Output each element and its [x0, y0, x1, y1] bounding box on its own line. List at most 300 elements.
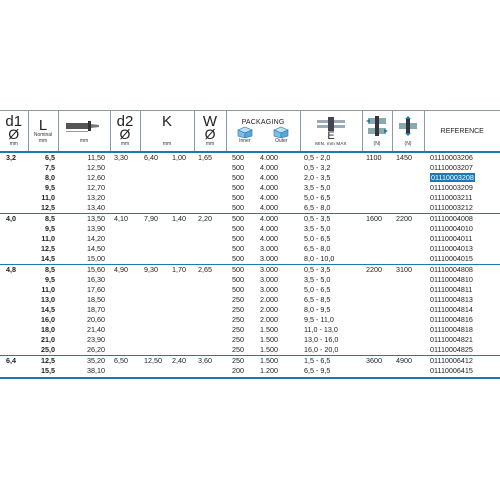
W-cell: [194, 305, 226, 315]
table-row: [0, 305, 500, 315]
d1-cell: 4,8: [0, 265, 28, 276]
K-unit: mm: [162, 141, 172, 147]
tensile-cell: 2200: [392, 214, 424, 225]
packaging-outer-label: Outer: [275, 137, 288, 144]
grip-range-cell: 0,5 - 3,5: [300, 265, 362, 276]
col-shear-header: [362, 111, 392, 153]
tensile-cell: 1450: [396, 153, 413, 162]
reference-cell: 01110004010: [430, 224, 473, 233]
grip-range-cell: 1,5 - 6,5: [300, 356, 362, 367]
grip-range-cell: 6,5 - 8,0: [304, 203, 331, 212]
nominal-length-cell: 9,5: [45, 224, 55, 233]
grip-range-cell: 6,5 - 9,5: [304, 366, 331, 375]
col-reference-header: [424, 111, 500, 153]
head-diameter-cell: 9,30: [140, 265, 168, 276]
shear-cell: [362, 275, 392, 285]
tensile-cell: [392, 173, 424, 183]
W-cell: [194, 295, 226, 305]
d1-cell: [0, 254, 28, 265]
packaging-outer-cell: 4.000: [260, 203, 279, 212]
K-cell: 2,40: [168, 356, 194, 367]
d2-cell: [110, 234, 140, 244]
head-diameter-cell: [140, 295, 168, 305]
head-diameter-cell: [140, 305, 168, 315]
d2-cell: [110, 183, 140, 193]
packaging-outer-cell: 4.000: [260, 153, 279, 162]
W-cell: [194, 203, 226, 214]
packaging-outer-cell: 2.000: [260, 295, 279, 304]
rivet-length-cell: 11,50: [87, 153, 105, 162]
table-row: [0, 224, 500, 234]
head-diameter-cell: [140, 325, 168, 335]
K-cell: [168, 173, 194, 183]
head-diameter-cell: [140, 203, 168, 214]
grip-range-cell: 8,0 - 10,0: [304, 254, 335, 263]
grip-range-cell: 0,5 - 3,5: [300, 214, 362, 225]
packaging-outer-cell: 3.000: [260, 275, 279, 284]
col-L-header: [28, 111, 58, 153]
rivet-length-cell: 20,60: [87, 315, 105, 324]
packaging-inner-cell: 500: [226, 214, 256, 225]
E-minmax-label: MIN. mm MAX: [315, 140, 347, 146]
d2-cell: 6,50: [110, 356, 140, 367]
packaging-inner-cell: 250: [232, 325, 245, 334]
shear-cell: 3600: [362, 356, 392, 367]
d1-cell: 4,0: [0, 214, 28, 225]
reference-cell: 01110004810: [430, 275, 473, 284]
d1-cell: [0, 244, 28, 254]
rivet-length-cell: 17,60: [87, 285, 105, 294]
L-unit: mm: [38, 137, 48, 144]
shear-unit: (N): [373, 140, 381, 147]
d2-cell: [110, 315, 140, 325]
d1-cell: 6,4: [0, 356, 28, 367]
table-row: [0, 234, 500, 244]
d1-cell: [0, 345, 28, 356]
shear-cell: [362, 295, 392, 305]
d2-cell: [110, 275, 140, 285]
K-cell: [168, 345, 194, 356]
reference-label: REFERENCE: [440, 127, 484, 135]
col-tensile-header: [392, 111, 424, 153]
d1-cell: [0, 315, 28, 325]
d2-cell: [110, 244, 140, 254]
grip-range-cell: 8,0 - 9,5: [304, 305, 331, 314]
grip-range-cell: 5,0 - 6,5: [304, 234, 331, 243]
tensile-cell: [392, 325, 424, 335]
K-cell: [168, 203, 194, 214]
head-diameter-cell: [140, 366, 168, 376]
rivet-length-cell: 18,50: [87, 295, 105, 304]
K-cell: [168, 275, 194, 285]
packaging-inner-cell: 500: [232, 285, 245, 294]
table-row: [0, 254, 500, 265]
packaging-outer-cell: 2.000: [260, 315, 279, 324]
table-row: [0, 152, 500, 163]
packaging-inner-cell: 200: [232, 366, 245, 375]
d1-cell: [0, 224, 28, 234]
W-cell: [194, 244, 226, 254]
W-cell: [194, 335, 226, 345]
shear-cell: [362, 173, 392, 183]
reference-cell: 01110003207: [430, 163, 473, 172]
head-diameter-cell: [140, 183, 168, 193]
table-row: [0, 345, 500, 356]
packaging-inner-cell: 500: [232, 224, 245, 233]
rivet-length-cell: 26,20: [87, 345, 105, 354]
head-diameter-cell: [140, 224, 168, 234]
packaging-outer-cell: 3.000: [256, 265, 300, 276]
reference-cell: 01110004015: [430, 254, 473, 263]
W-unit: mm: [205, 141, 215, 147]
tensile-force-icon: [397, 116, 419, 136]
rivet-spec-table: [0, 110, 500, 376]
rivet-length-cell: 13,50: [58, 214, 110, 225]
reference-cell: 01110004816: [430, 315, 473, 324]
d2-cell: [110, 173, 140, 183]
d1-cell: [0, 173, 28, 183]
shear-cell: [362, 244, 392, 254]
nominal-length-cell: 21,0: [41, 335, 55, 344]
tensile-cell: [392, 193, 424, 203]
table-row: [0, 183, 500, 193]
W-cell: [194, 193, 226, 203]
K-cell: [168, 285, 194, 295]
rivet-length-cell: 14,20: [87, 234, 105, 243]
nominal-length-cell: 15,5: [41, 366, 55, 375]
packaging-title: PACKAGING: [241, 118, 285, 126]
table-row: [0, 163, 500, 173]
col-d1-header: [0, 111, 28, 153]
shear-cell: [362, 285, 392, 295]
packaging-outer-cell: 1.500: [256, 356, 300, 367]
tensile-cell: [392, 345, 424, 356]
head-diameter-cell: [140, 315, 168, 325]
reference-cell: 01110003211: [430, 193, 473, 202]
packaging-inner-cell: 500: [232, 183, 245, 192]
packaging-outer-cell: 4.000: [260, 163, 279, 172]
L-nominal-label: Nominal: [33, 131, 53, 138]
K-cell: [168, 254, 194, 265]
tensile-cell: [392, 234, 424, 244]
tensile-cell: [392, 244, 424, 254]
diameter-symbol: Ø: [8, 126, 20, 142]
tensile-cell: [392, 285, 424, 295]
rivet-icon: [64, 119, 104, 133]
head-diameter-cell: [140, 244, 168, 254]
reference-cell: 01110003209: [430, 183, 473, 192]
d2-cell: 4,10: [110, 214, 140, 225]
head-diameter-cell: 6,40: [144, 153, 158, 162]
table-row: [0, 244, 500, 254]
diameter-symbol: Ø: [204, 126, 216, 142]
shear-cell: 1100: [366, 153, 382, 162]
head-diameter-cell: 7,90: [140, 214, 168, 225]
shear-cell: [362, 305, 392, 315]
W-cell: [194, 173, 226, 183]
nominal-length-cell: 9,5: [45, 275, 55, 284]
packaging-inner-label: Inner: [239, 137, 251, 144]
W-cell: [194, 234, 226, 244]
rivet-length-cell: 23,90: [87, 335, 105, 344]
grip-range-cell: 2,0 - 3,5: [304, 173, 331, 182]
packaging-inner-cell: 500: [232, 244, 245, 253]
shear-cell: [362, 254, 392, 265]
rivet-length-cell: 12,50: [87, 163, 105, 172]
packaging-outer-cell: 4.000: [256, 214, 300, 225]
packaging-outer-cell: 3.000: [260, 254, 279, 263]
grip-range-cell: 0,5 - 3,2: [304, 163, 331, 172]
tensile-cell: [392, 224, 424, 234]
d2-cell: [110, 163, 140, 173]
grip-range-cell: 3,5 - 5,0: [304, 183, 331, 192]
nominal-length-cell: 11,0: [41, 285, 55, 294]
K-cell: 1,40: [168, 214, 194, 225]
head-diameter-cell: [140, 254, 168, 265]
nominal-length-cell: 14,5: [41, 254, 55, 263]
nominal-length-cell: 8,5: [28, 265, 58, 276]
nominal-length-cell: 9,5: [45, 183, 55, 192]
d2-cell: [110, 335, 140, 345]
packaging-inner-cell: 500: [232, 173, 245, 182]
shear-cell: [362, 183, 392, 193]
rivet-length-cell: 21,40: [87, 325, 105, 334]
rivet-length-cell: 12,60: [87, 173, 105, 182]
reference-cell: 01110003206: [430, 153, 473, 162]
rivet-length-cell: 16,30: [87, 275, 105, 284]
tensile-cell: [392, 183, 424, 193]
nominal-length-cell: 12,5: [28, 356, 58, 367]
K-symbol: K: [162, 113, 173, 130]
packaging-outer-cell: 1.200: [260, 366, 279, 375]
K-cell: [168, 224, 194, 234]
table-header-row: [0, 111, 500, 153]
W-cell: [194, 366, 226, 376]
shear-cell: [362, 315, 392, 325]
head-diameter-cell: [140, 345, 168, 356]
shear-cell: [362, 163, 392, 173]
K-cell: [168, 183, 194, 193]
d1-cell: [0, 275, 28, 285]
packaging-inner-cell: 500: [232, 275, 245, 284]
packaging-outer-cell: 3.000: [260, 285, 279, 294]
tensile-cell: 4900: [392, 356, 424, 367]
rivet-length-cell: 38,10: [87, 366, 105, 375]
packaging-inner-cell: 500: [232, 254, 245, 263]
table-row: [0, 356, 500, 367]
d2-cell: [110, 325, 140, 335]
shear-cell: 1600: [362, 214, 392, 225]
reference-cell: 01110004008: [424, 214, 500, 225]
grip-range-cell: 3,5 - 5,0: [304, 275, 331, 284]
grip-range-cell: 16,0 - 20,0: [304, 345, 339, 354]
W-cell: 3,60: [194, 356, 226, 367]
grip-range-cell: 5,0 - 6,5: [304, 285, 331, 294]
K-cell: [168, 193, 194, 203]
inner-box-icon: [236, 126, 254, 138]
head-diameter-cell: [140, 335, 168, 345]
d1-unit: mm: [9, 141, 18, 147]
packaging-outer-cell: 3.000: [260, 244, 279, 253]
packaging-outer-cell: 4.000: [260, 183, 279, 192]
shear-cell: [362, 193, 392, 203]
W-cell: [194, 275, 226, 285]
nominal-length-cell: 8,0: [45, 173, 55, 182]
d1-symbol: d1: [5, 113, 23, 130]
packaging-outer-cell: 4.000: [260, 224, 279, 233]
W-cell: [194, 345, 226, 356]
d2-cell: 3,30: [114, 153, 128, 162]
packaging-inner-cell: 250: [232, 315, 245, 324]
table-row: [0, 214, 500, 225]
d1-cell: [0, 203, 28, 214]
reference-cell: 01110006415: [430, 366, 473, 375]
rivet-length-cell: 15,00: [87, 254, 105, 263]
W-cell: [194, 325, 226, 335]
tensile-cell: [392, 295, 424, 305]
reference-cell: 01110006412: [424, 356, 500, 367]
d2-cell: [110, 254, 140, 265]
grip-range-cell: 11,0 - 13,0: [304, 325, 338, 334]
d2-cell: [110, 203, 140, 214]
tensile-cell: 3100: [392, 265, 424, 276]
grip-range-cell: 5,0 - 6,5: [304, 193, 331, 202]
head-diameter-cell: [140, 285, 168, 295]
packaging-inner-cell: 500: [232, 234, 245, 243]
grip-range-cell: 6,5 - 8,0: [304, 244, 331, 253]
nominal-length-cell: 12,5: [41, 203, 55, 212]
grip-range-cell: 3,5 - 5,0: [304, 224, 331, 233]
nominal-length-cell: 12,5: [41, 244, 55, 253]
K-cell: 1,70: [168, 265, 194, 276]
K-cell: [168, 366, 194, 376]
W-cell: 2,65: [194, 265, 226, 276]
reference-cell: 01110004813: [430, 295, 473, 304]
table-body: [0, 152, 500, 376]
shear-cell: [362, 203, 392, 214]
d2-cell: [110, 295, 140, 305]
rivet-length-cell: 13,90: [87, 224, 105, 233]
W-cell: [194, 224, 226, 234]
shear-cell: [362, 224, 392, 234]
nominal-length-cell: 11,0: [41, 193, 55, 202]
head-diameter-cell: [140, 275, 168, 285]
d2-cell: [110, 224, 140, 234]
packaging-inner-cell: 250: [232, 345, 245, 354]
reference-cell: 01110004011: [430, 234, 473, 243]
head-diameter-cell: [140, 193, 168, 203]
W-cell: 2,20: [194, 214, 226, 225]
packaging-inner-cell: 500: [232, 153, 245, 162]
packaging-outer-cell: 1.500: [260, 325, 279, 334]
reference-cell: 01110004808: [424, 265, 500, 276]
d1-cell: [0, 295, 28, 305]
packaging-inner-cell: 250: [232, 305, 245, 314]
table-row: [0, 285, 500, 295]
col-rivet-length-header: [58, 111, 110, 153]
reference-cell: 01110004814: [430, 305, 473, 314]
rivet-length-cell: 35,20: [58, 356, 110, 367]
reference-cell: 01110004821: [430, 335, 473, 344]
d2-unit: mm: [120, 141, 130, 147]
d1-cell: [0, 335, 28, 345]
col-E-header: [300, 111, 362, 153]
nominal-length-cell: 6,5: [45, 153, 55, 162]
K-cell: [168, 244, 194, 254]
d1-cell: [0, 325, 28, 335]
d1-cell: [0, 366, 28, 376]
nominal-length-cell: 14,5: [41, 305, 55, 314]
d2-cell: [110, 285, 140, 295]
packaging-outer-cell: 4.000: [260, 173, 279, 182]
K-cell: 1,00: [172, 153, 186, 162]
nominal-length-cell: 16,0: [41, 315, 55, 324]
head-diameter-cell: [140, 163, 168, 173]
nominal-length-cell: 13,0: [41, 295, 55, 304]
table-row: [0, 265, 500, 276]
grip-range-cell: 6,5 - 8,5: [304, 295, 331, 304]
outer-box-icon: [272, 126, 290, 138]
rivet-length-cell: 18,70: [87, 305, 105, 314]
rivet-length-cell: 13,20: [87, 193, 105, 202]
d2-symbol: d2: [116, 113, 134, 130]
d1-cell: 3,2: [6, 153, 16, 162]
grip-range-cell: 0,5 - 2,0: [304, 153, 331, 162]
d1-cell: [0, 183, 28, 193]
reference-cell: 01110004013: [430, 244, 473, 253]
nominal-length-cell: 25,0: [41, 345, 55, 354]
shear-force-icon: [366, 116, 388, 136]
nominal-length-cell: 18,0: [41, 325, 55, 334]
shear-cell: [362, 325, 392, 335]
W-cell: [194, 315, 226, 325]
tensile-cell: [392, 203, 424, 214]
col-d2-header: [110, 111, 140, 153]
d2-cell: [110, 305, 140, 315]
shear-cell: [362, 345, 392, 356]
shear-cell: [362, 335, 392, 345]
E-symbol: E: [327, 129, 335, 142]
table-row: [0, 315, 500, 325]
grip-range-icon: [311, 117, 351, 131]
col-W-header: [194, 111, 226, 153]
d1-cell: [0, 285, 28, 295]
reference-cell: 01110004811: [430, 285, 473, 294]
reference-cell: 01110004818: [430, 325, 473, 334]
tensile-unit: (N): [404, 140, 412, 147]
rivet-length-cell: 15,60: [58, 265, 110, 276]
table-row: [0, 325, 500, 335]
packaging-inner-cell: 250: [232, 295, 245, 304]
tensile-cell: [392, 254, 424, 265]
packaging-outer-cell: 1.500: [260, 345, 279, 354]
rivet-length-cell: 12,70: [87, 183, 105, 192]
W-cell: [194, 285, 226, 295]
table-row: [0, 193, 500, 203]
head-diameter-cell: [140, 234, 168, 244]
K-cell: [168, 335, 194, 345]
d2-cell: [110, 345, 140, 356]
table-row: [0, 203, 500, 214]
d1-cell: [0, 234, 28, 244]
grip-range-cell: 13,0 - 16,0: [304, 335, 339, 344]
W-symbol: W: [202, 113, 218, 130]
diameter-symbol: Ø: [119, 126, 131, 142]
packaging-outer-cell: 4.000: [260, 193, 279, 202]
packaging-inner-cell: 500: [226, 265, 256, 276]
K-cell: [168, 234, 194, 244]
rivet-length-cell: 14,50: [87, 244, 105, 253]
